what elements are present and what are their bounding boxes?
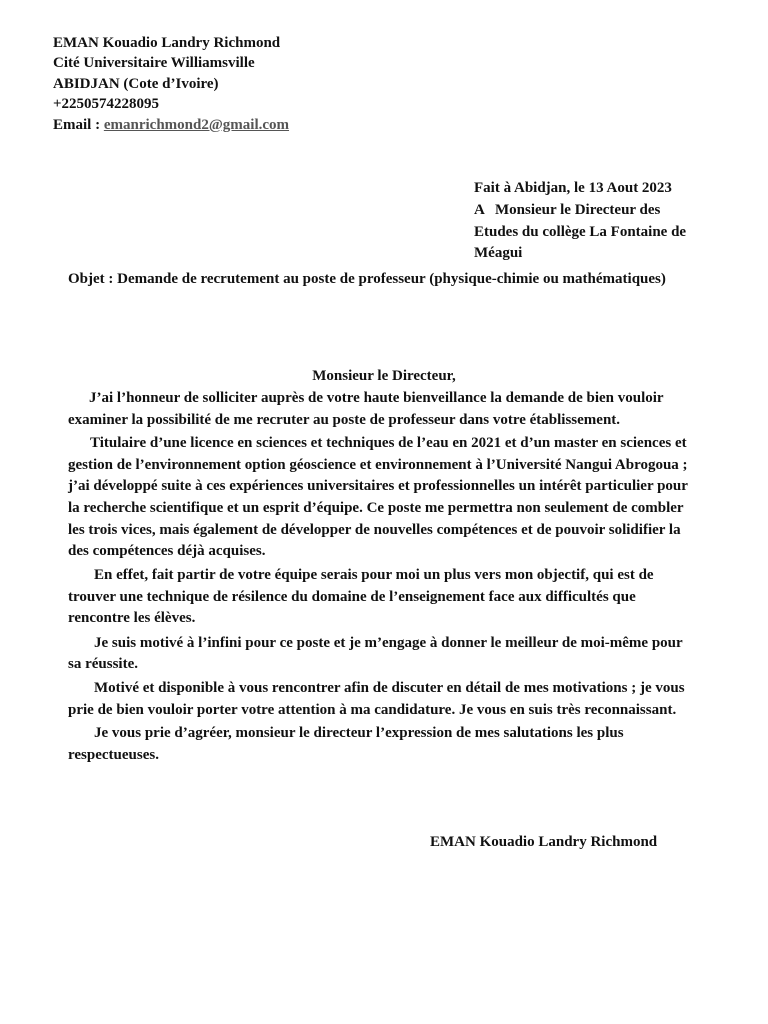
paragraph-6-line-2: respectueuses. — [68, 747, 159, 763]
date-line: Fait à Abidjan, le 13 Aout 2023 — [474, 180, 672, 196]
paragraph-3-line-3: rencontre les élèves. — [68, 610, 196, 627]
paragraph-2-line-5: les trois vices, mais également de développer de nouvelles compétences et de pouvoir solidifier la — [68, 521, 681, 538]
sender-phone: +2250574228095 — [53, 96, 160, 113]
paragraph-2-line-6: des compétences déjà acquises. — [68, 543, 266, 560]
paragraph-4-line-1: Je suis motivé à l’infini pour ce poste et je m’engage à donner le meilleur de moi-même pour — [94, 634, 683, 651]
sender-address: Cité Universitaire Williamsville — [53, 55, 255, 72]
recipient-line-3: Méagui — [474, 245, 523, 262]
recipient-line-1 — [474, 200, 714, 222]
paragraph-5-line-1: Motivé et disponible à vous rencontrer afin de discuter en détail de mes motivations ; je vous — [94, 680, 685, 697]
sender-name: EMAN Kouadio Landry Richmond — [53, 35, 281, 51]
paragraph-1-line-2: examiner la possibilité de me recruter au poste de professeur dans votre établissement. — [68, 411, 621, 428]
recipient-prefix: A — [474, 201, 485, 218]
recipient-line-2: Etudes du collège La Fontaine de — [474, 223, 687, 240]
signature: EMAN Kouadio Landry Richmond — [430, 834, 658, 850]
recipient-title: Monsieur le Directeur des — [495, 201, 661, 218]
letter-body — [68, 388, 708, 767]
paragraph-2-line-3: j’ai développé suite à ces expériences universitaires et professionnelles un intérêt particulier pour — [68, 478, 688, 495]
recipient-block — [474, 178, 714, 265]
sender-block — [53, 33, 289, 135]
paragraph-5-line-2: prie de bien vouloir porter votre attention à ma candidature. Je vous en suis très reconnaissant. — [68, 701, 677, 718]
paragraph-2-line-1: Titulaire d’une licence en sciences et techniques de l’eau en 2021 et d’un master en sciences et — [90, 435, 687, 452]
sender-city: ABIDJAN (Cote d’Ivoire) — [53, 75, 219, 92]
salutation: Monsieur le Directeur, — [312, 368, 456, 384]
paragraph-6-line-1: Je vous prie d’agréer, monsieur le directeur l’expression de mes salutations les plus — [94, 725, 624, 742]
subject-line: Objet : Demande de recrutement au poste de professeur (physique-chimie ou mathématiques) — [68, 271, 666, 287]
paragraph-4-line-2: sa réussite. — [68, 656, 138, 673]
paragraph-3-line-2: trouver une technique de résilence du domaine de l’enseignement face aux difficultés que — [68, 588, 636, 605]
email-label: Email : — [53, 116, 101, 133]
sender-email-row — [53, 115, 289, 135]
paragraph-3-line-1: En effet, fait partir de votre équipe serais pour moi un plus vers mon objectif, qui est de — [94, 567, 654, 584]
email-link[interactable]: emanrichmond2@gmail.com — [103, 116, 290, 133]
paragraph-2-line-2: gestion de l’environnement option géoscience et environnement à l’Université Nangui Abrogoua ; — [68, 456, 688, 473]
paragraph-1-line-1: J’ai l’honneur de solliciter auprès de votre haute bienveillance la demande de bien vouloir — [89, 390, 664, 406]
paragraph-2-line-4: la recherche scientifique et un esprit d’équipe. Ce poste me permettra non seulement de combler — [68, 499, 684, 516]
